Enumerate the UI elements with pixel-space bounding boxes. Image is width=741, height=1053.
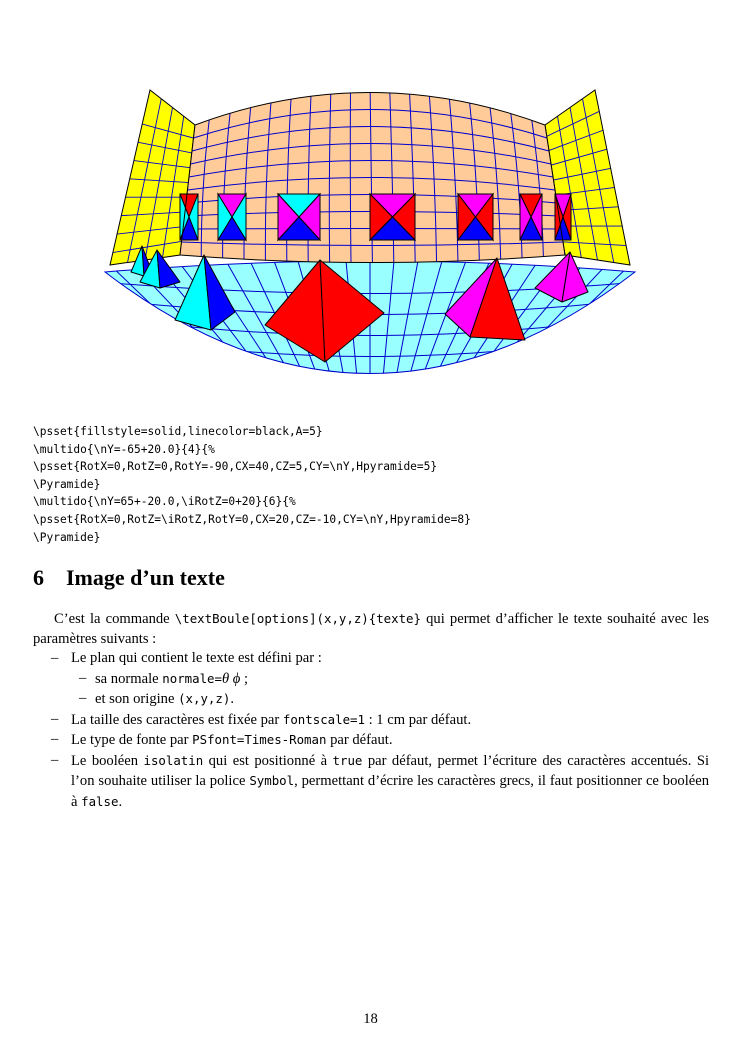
section-title: Image d’un texte xyxy=(66,565,225,590)
wall-pyramid-tile xyxy=(555,194,571,240)
list-item: – Le booléen isolatin qui est positionné à true par défaut, permet l’écriture des caractères accentués. Si l’on souhaite utiliser la police Symbol, permettant d’écrire les caractères grecs, il faut positionner ce booléen à false. xyxy=(33,751,709,813)
section-heading xyxy=(33,565,225,591)
wall-pyramid-tile xyxy=(458,194,493,240)
code-line: \psset{RotX=0,RotZ=0,RotY=-90,CX=40,CZ=5,CY=\nY,Hpyramide=5} xyxy=(33,460,438,474)
section-number: 6 xyxy=(33,565,44,590)
intro-paragraph: C’est la commande \textBoule[options](x,y,z){texte} qui permet d’afficher le texte souhaité avec les paramètres suivants : xyxy=(33,611,710,647)
parameter-list xyxy=(33,649,709,812)
wall-pyramid-tile xyxy=(520,194,542,240)
spherical-projection-figure xyxy=(100,80,640,400)
code-line: \multido{\nY=65+-20.0,\iRotZ=0+20}{6}{% xyxy=(33,495,296,509)
list-item: – Le type de fonte par PSfont=Times-Roman par défaut. xyxy=(33,730,709,751)
code-line: \Pyramide} xyxy=(33,530,101,544)
command-code: \textBoule[options](x,y,z){texte} xyxy=(174,611,421,626)
list-item: – sa normale normale=θ ϕ ; xyxy=(71,669,709,690)
sub-list xyxy=(71,669,709,710)
wall-pyramid-tile xyxy=(370,194,415,240)
section-body xyxy=(33,609,709,812)
code-listing xyxy=(33,423,471,546)
list-item: – La taille des caractères est fixée par fontscale=1 : 1 cm par défaut. xyxy=(33,710,709,731)
list-item: – et son origine (x,y,z). xyxy=(71,689,709,710)
code-line: \psset{RotX=0,RotZ=\iRotZ,RotY=0,CX=20,CZ=-10,CY=\nY,Hpyramide=8} xyxy=(33,512,471,526)
wall-pyramid-tile xyxy=(278,194,320,240)
wall-pyramid-tile xyxy=(218,194,246,240)
page-number: 18 xyxy=(363,1011,378,1027)
code-line: \Pyramide} xyxy=(33,477,101,491)
code-line: \psset{fillstyle=solid,linecolor=black,A=5} xyxy=(33,425,323,438)
list-item: – Le plan qui contient le texte est défini par : – sa normale normale=θ ϕ ; – et son origine (x,y,z). xyxy=(33,649,709,710)
code-line: \multido{\nY=-65+20.0}{4}{% xyxy=(33,442,215,456)
